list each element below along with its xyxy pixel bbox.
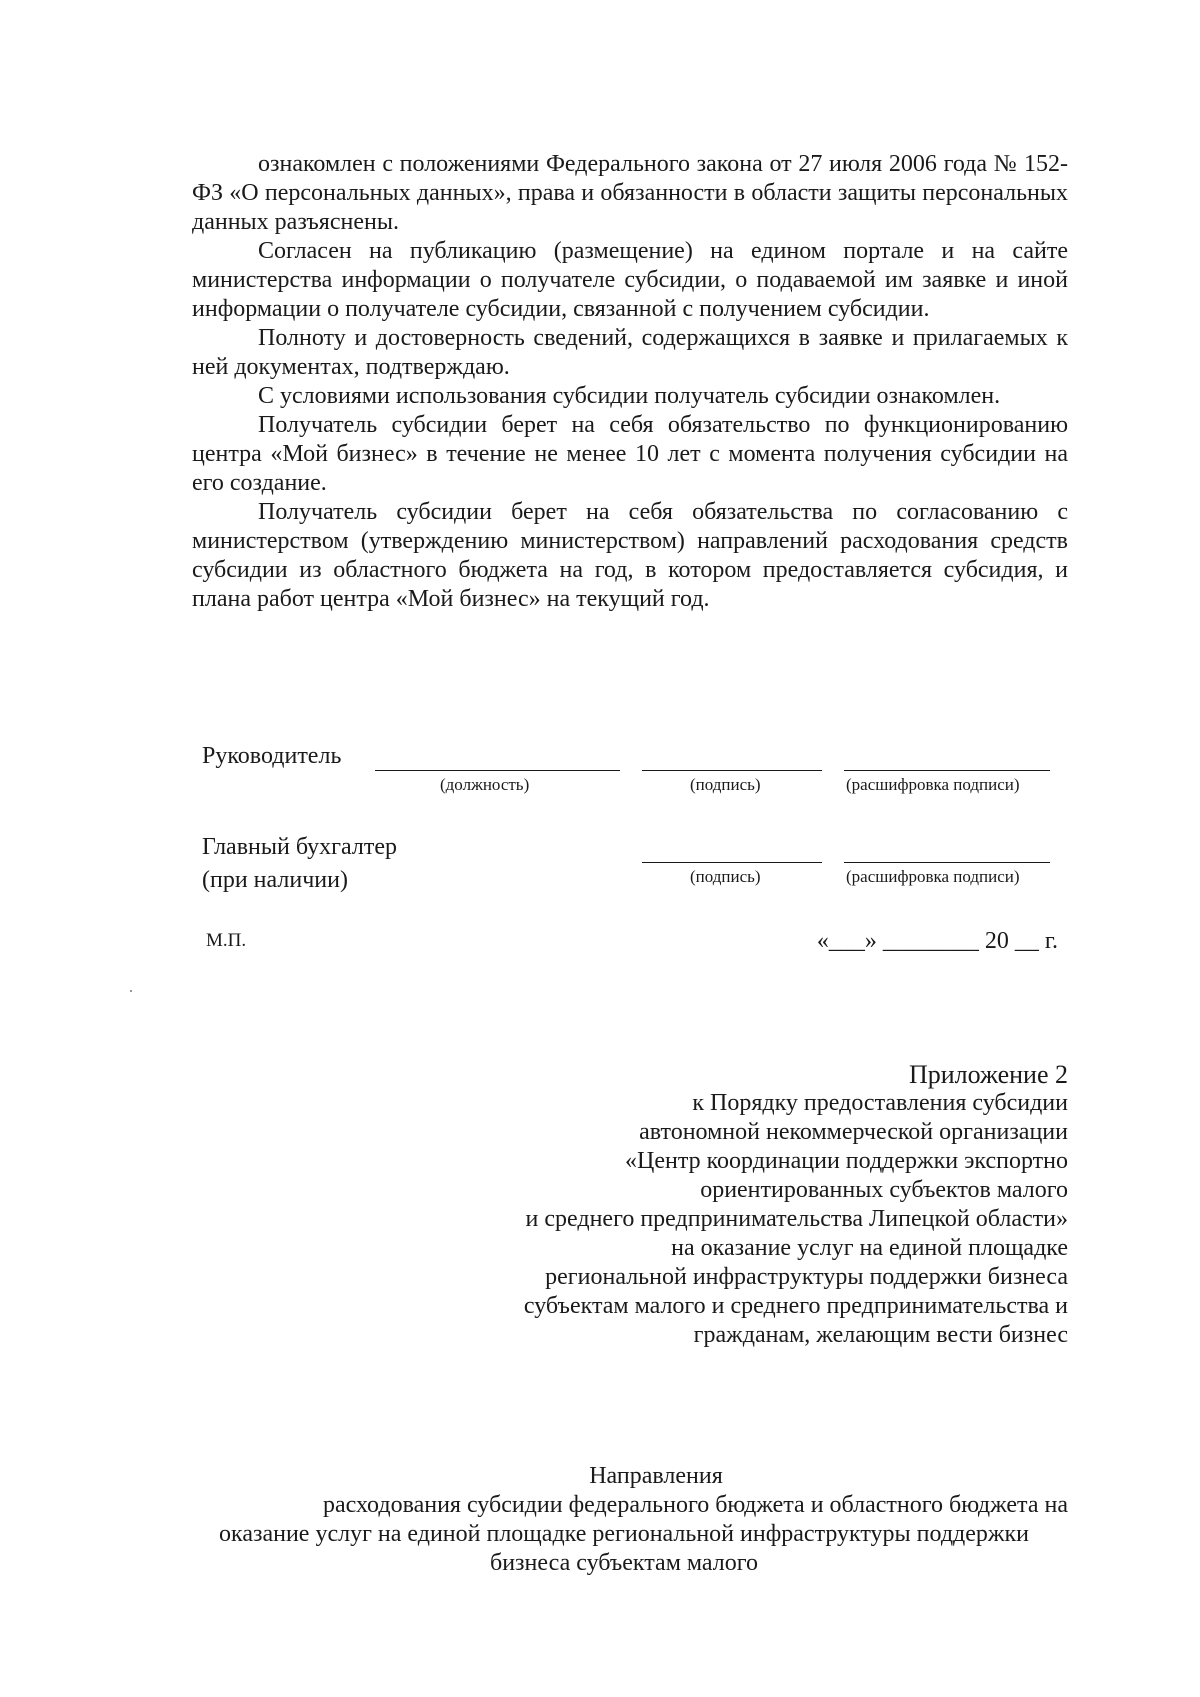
appendix-line: «Центр координации поддержки экспортно: [624, 1148, 1068, 1174]
paragraph-personal-data: ознакомлен с положениями Федерального закона от 27 июля 2006 года № 152-ФЗ «О персональных данных», права и обязанности в области защиты персональных данных разъяснены.: [192, 151, 1068, 235]
appendix-line: на оказание услуг на единой площадке: [671, 1235, 1068, 1261]
heading-line: оказание услуг на единой площадке региональной инфраструктуры поддержки: [219, 1521, 1029, 1547]
stamp-placeholder: М.П.: [206, 930, 247, 951]
heading-title: Направления: [589, 1463, 723, 1489]
accountant-note: (при наличии): [202, 867, 348, 893]
paragraph-conditions: С условиями использования субсидии получатель субсидии ознакомлен.: [258, 383, 1001, 409]
signature-line[interactable]: [642, 770, 822, 771]
head-label: Руководитель: [202, 743, 342, 769]
date-line: «___» ________ 20 __ г.: [816, 928, 1058, 954]
scan-speck: [130, 990, 132, 992]
heading-line: расходования субсидии федерального бюджета и областного бюджета на: [322, 1492, 1068, 1518]
appendix-line: ориентированных субъектов малого: [700, 1177, 1068, 1203]
accountant-signature-line[interactable]: [642, 862, 822, 863]
accountant-label: Главный бухгалтер: [202, 834, 397, 860]
appendix-line: и среднего предпринимательства Липецкой области»: [525, 1206, 1068, 1232]
paragraph-obligation-operation: Получатель субсидии берет на себя обязательство по функционированию центра «Мой бизнес» в течение не менее 10 лет с момента получения субсидии на его создание.: [192, 412, 1068, 496]
appendix-title: Приложение 2: [908, 1060, 1068, 1089]
signature-caption: (подпись): [690, 775, 761, 794]
consent-text: [192, 150, 1068, 614]
accountant-signature-caption: (подпись): [690, 867, 761, 886]
position-line[interactable]: [375, 770, 620, 771]
appendix-line: региональной инфраструктуры поддержки бизнеса: [545, 1264, 1068, 1290]
appendix-line: субъектам малого и среднего предпринимательства и: [523, 1293, 1068, 1319]
paragraph-accuracy: Полноту и достоверность сведений, содержащихся в заявке и прилагаемых к ней документах, подтверждаю.: [192, 325, 1068, 380]
appendix-header: [368, 1060, 1068, 1350]
paragraph-obligation-approval: Получатель субсидии берет на себя обязательства по согласованию с министерством (утверждению министерством) направлений расходования средств субсидии из областного бюджета на год, в котором предоставляется субсидия, и плана работ центра «Мой бизнес» на текущий год.: [192, 499, 1068, 612]
section-heading: [180, 1462, 1068, 1578]
paragraph-publication-consent: Согласен на публикацию (размещение) на едином портале и на сайте министерства информации о получателе субсидии, о подаваемой им заявке и иной информации о получателе субсидии, связанной с получением субсидии.: [192, 238, 1068, 322]
appendix-line: автономной некоммерческой организации: [639, 1119, 1068, 1145]
accountant-decoding-caption: (расшифровка подписи): [846, 867, 1020, 886]
decoding-caption: (расшифровка подписи): [846, 775, 1020, 794]
decoding-line[interactable]: [844, 770, 1050, 771]
appendix-line: к Порядку предоставления субсидии: [692, 1090, 1068, 1116]
appendix-line: гражданам, желающим вести бизнес: [693, 1322, 1068, 1348]
position-caption: (должность): [440, 775, 530, 794]
accountant-decoding-line[interactable]: [844, 862, 1050, 863]
heading-line: бизнеса субъектам малого: [490, 1550, 758, 1576]
